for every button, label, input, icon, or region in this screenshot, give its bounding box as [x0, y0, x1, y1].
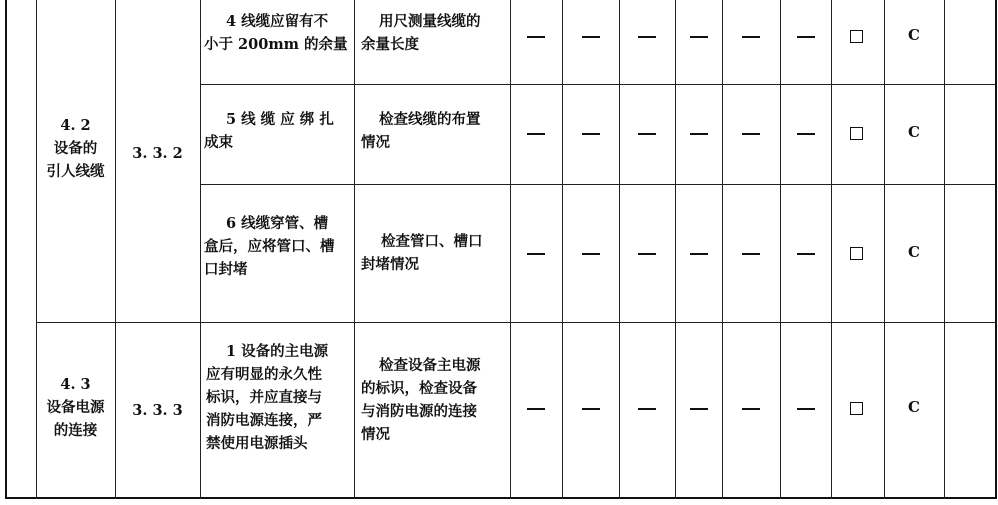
clause-3-3-3: 3. 3. 3 [132, 402, 183, 419]
not-applicable-dash [638, 133, 656, 135]
not-applicable-dash [527, 133, 545, 135]
section-4-3 [36, 373, 115, 442]
not-applicable-dash [742, 133, 760, 135]
text-line: 余量长度 [361, 36, 419, 53]
requirement-cell [206, 340, 356, 455]
row-divider [36, 322, 995, 323]
text-line: 标识，并应直接与 [206, 389, 322, 406]
text-line: 口封堵 [204, 261, 248, 278]
not-applicable-dash [638, 253, 656, 255]
section-number: 4. 3 [60, 376, 91, 393]
text-line: 检查设备主电源 [379, 357, 481, 374]
not-applicable-dash [638, 408, 656, 410]
method-cell [361, 108, 511, 154]
col-divider [722, 0, 723, 499]
check-box[interactable] [850, 127, 863, 140]
row-divider [200, 184, 995, 185]
text-line: 5 线 缆 应 绑 扎 [226, 111, 334, 128]
col-divider [831, 0, 832, 499]
col-divider [944, 0, 945, 499]
section-name-line: 引人线缆 [46, 163, 105, 180]
text-line: 4 线缆应留有不 [226, 13, 329, 30]
text-line: 情况 [361, 426, 390, 443]
col-divider [115, 0, 116, 499]
section-4-2 [36, 114, 115, 183]
method-cell [361, 10, 511, 56]
not-applicable-dash [797, 253, 815, 255]
not-applicable-dash [527, 36, 545, 38]
not-applicable-dash [582, 133, 600, 135]
text-line: 情况 [361, 134, 390, 151]
not-applicable-dash [582, 36, 600, 38]
not-applicable-dash [582, 408, 600, 410]
check-box[interactable] [850, 402, 863, 415]
method-cell [361, 230, 511, 276]
not-applicable-dash [690, 133, 708, 135]
text-line: 禁使用电源插头 [206, 435, 308, 452]
grade-label: C [908, 26, 920, 44]
text-line: 小于 200mm 的余量 [204, 36, 348, 53]
text-line: 应有明显的永久性 [206, 366, 322, 383]
col-divider [884, 0, 885, 499]
col-divider [562, 0, 563, 499]
text-line: 与消防电源的连接 [361, 403, 477, 420]
not-applicable-dash [742, 253, 760, 255]
not-applicable-dash [797, 408, 815, 410]
text-line: 盒后，应将管口、槽 [204, 238, 335, 255]
section-name-line: 的连接 [53, 422, 98, 439]
section-name-line: 设备的 [53, 140, 98, 157]
not-applicable-dash [742, 36, 760, 38]
not-applicable-dash [690, 36, 708, 38]
text-line: 封堵情况 [361, 256, 419, 273]
requirement-cell [204, 212, 354, 281]
section-number: 4. 2 [60, 117, 91, 134]
text-line: 用尺测量线缆的 [379, 13, 481, 30]
section-name-line: 设备电源 [46, 399, 105, 416]
requirement-cell [204, 10, 354, 56]
col-divider [619, 0, 620, 499]
grade-label: C [908, 123, 920, 141]
not-applicable-dash [582, 253, 600, 255]
text-line: 6 线缆穿管、槽 [226, 215, 329, 232]
text-line: 消防电源连接，严 [206, 412, 322, 429]
text-line: 检查线缆的布置 [379, 111, 481, 128]
grade-label: C [908, 243, 920, 261]
not-applicable-dash [638, 36, 656, 38]
col-divider [200, 0, 201, 499]
not-applicable-dash [797, 133, 815, 135]
not-applicable-dash [690, 253, 708, 255]
check-box[interactable] [850, 30, 863, 43]
col-divider [780, 0, 781, 499]
not-applicable-dash [797, 36, 815, 38]
not-applicable-dash [742, 408, 760, 410]
not-applicable-dash [527, 253, 545, 255]
text-line: 1 设备的主电源 [226, 343, 329, 360]
check-box[interactable] [850, 247, 863, 260]
col-divider [675, 0, 676, 499]
clause-3-3-2: 3. 3. 2 [132, 145, 183, 162]
text-line: 成束 [204, 134, 233, 151]
text-line: 检查管口、槽口 [381, 233, 483, 250]
grade-label: C [908, 398, 920, 416]
text-line: 的标识，检查设备 [361, 380, 477, 397]
not-applicable-dash [690, 408, 708, 410]
not-applicable-dash [527, 408, 545, 410]
requirement-cell [204, 108, 354, 154]
method-cell [361, 354, 511, 446]
row-divider [200, 84, 995, 85]
